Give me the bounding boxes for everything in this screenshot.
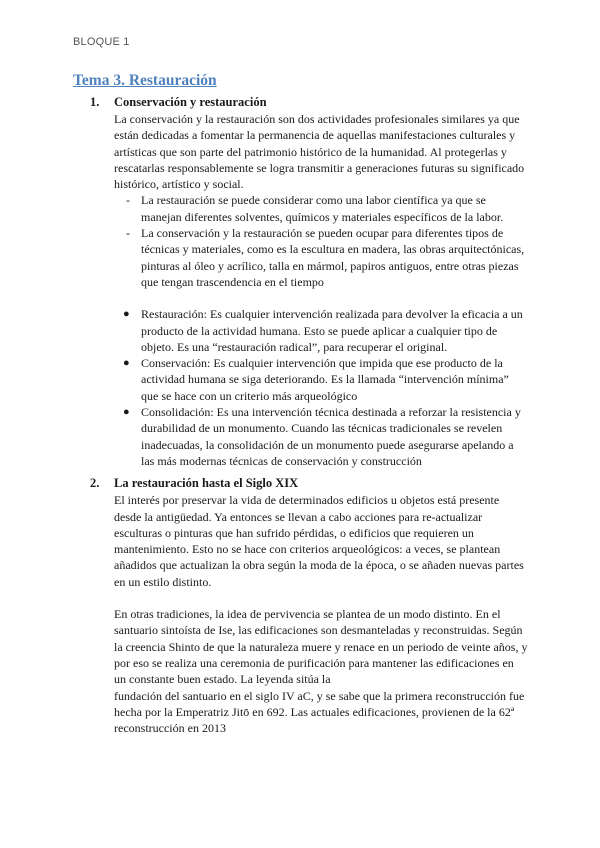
section-2-title: La restauración hasta el Siglo XIX: [114, 476, 299, 491]
bullet-list-item: [73, 306, 528, 355]
dash-marker: -: [126, 193, 130, 208]
dash-list-item: [73, 225, 528, 290]
section-2-paragraph: fundación del santuario en el siglo IV aC, y se sabe que la primera reconstrucción fue hecha por la Emperatriz Jitō en 692. Las actuales edificaciones, provienen de la 62ª reconstrucción en 2013: [114, 688, 525, 736]
section-2-paragraph: El interés por preservar la vida de determinados edificios u objetos está presente desde la antigüedad. Ya entonces se llevan a cabo acciones para re-actualizar esculturas o pinturas que han sufrido pérdidas, o edificios que requieren un mantenimiento. Esto no se hace con criterios arqueológicos: a veces, se plantean añadidos que actualizan la obra según la moda de la época, o se añaden nuevas partes en un estilo distinto.: [114, 493, 524, 589]
dash-list-item: [73, 192, 528, 225]
bullet-list-item: [73, 404, 528, 469]
spacer: [73, 590, 528, 606]
section-1-title: Conservación y restauración: [114, 95, 267, 109]
bullet-icon: ●: [123, 308, 130, 321]
dash-marker: -: [126, 226, 130, 241]
section-2-number: 2.: [90, 476, 100, 491]
spacer: [73, 290, 528, 306]
bullet-item-text: Restauración: Es cualquier intervención realizada para devolver la eficacia a un producto de la actividad humana. Esto se puede aplicar a cualquier tipo de objeto. Es una “restauración radical”, para recuperar el original.: [141, 307, 523, 354]
bullet-list: [73, 306, 528, 469]
dash-item-text: La conservación y la restauración se pueden ocupar para diferentes tipos de técnicas y materiales, como es la escultura en madera, las obras arquitectónicas, pinturas al óleo y acrílico, talla en mármol, papiros antiguos, entre otras piezas que tengan trascendencia en el tiempo: [141, 226, 525, 289]
section-1-heading: [73, 94, 528, 111]
section-2-paragraph: En otras tradiciones, la idea de pervivencia se plantea de un modo distinto. En el santuario sintoísta de Ise, las edificaciones son desmanteladas y reconstruidas. Según la creencia Shinto de que la naturaleza muere y renace en un periodo de veinte años, y por eso se realiza una ceremonia de purificación para mantener las edificaciones en un constante buen estado. La leyenda sitúa la: [114, 607, 528, 687]
bullet-list-item: [73, 355, 528, 404]
section-1-paragraph: La conservación y la restauración son dos actividades profesionales similares ya que están dedicadas a fomentar la permanencia de aquellas manifestaciones culturales y artísticas que son parte del patrimonio histórico de la humanidad. Al protegerlas y rescatarlas responsablemente se logra transmitir a generaciones futuras su significado histórico, artístico y social.: [114, 112, 525, 192]
document-title: Tema 3. Restauración: [73, 72, 217, 89]
bullet-item-text: Consolidación: Es una intervención técnica destinada a reforzar la resistencia y durabilidad de un monumento. Cuando las técnicas tradicionales se revelen inadecuadas, la consolidación de un monumento puede asegurarse apelando a las más modernas técnicas de conservación y construcción: [141, 405, 521, 468]
section-1-number: 1.: [90, 95, 100, 109]
page-header: BLOQUE 1: [73, 36, 130, 48]
section-2-heading: [73, 475, 528, 492]
bullet-icon: ●: [123, 406, 130, 419]
dash-list: [73, 192, 528, 290]
dash-item-text: La restauración se puede considerar como una labor científica ya que se manejan diferentes solventes, químicos y materiales específicos de la labor.: [141, 193, 504, 224]
bullet-icon: ●: [123, 357, 130, 370]
bullet-item-text: Conservación: Es cualquier intervención que impida que ese producto de la actividad humana se siga deteriorando. Es la llamada “intervención mínima” que se hace con un criterio más arqueológico: [141, 356, 509, 403]
document-body: [73, 72, 528, 736]
